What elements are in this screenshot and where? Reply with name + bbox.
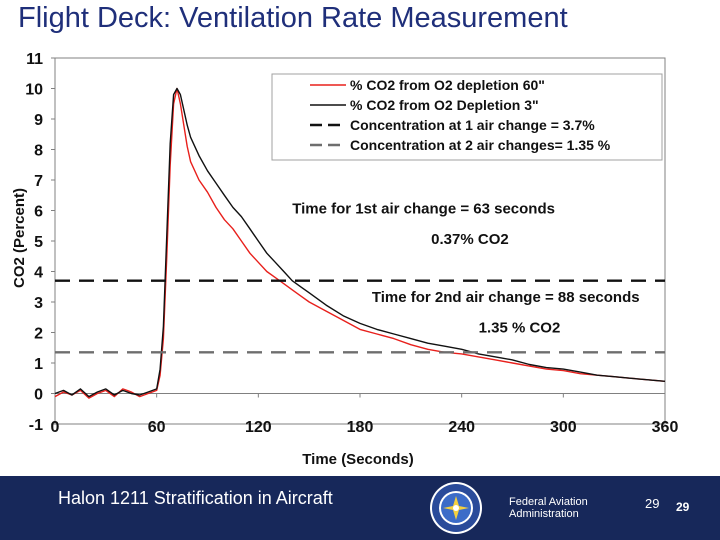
legend-label-2: % CO2 from O2 Depletion 3"	[350, 97, 539, 113]
x-tick-label: 240	[448, 419, 476, 436]
x-tick-label: 0	[50, 419, 60, 436]
page-number: 29	[676, 500, 690, 514]
y-axis-label: CO2 (Percent)	[11, 187, 28, 289]
annotation-3: Time for 2nd air change = 88 seconds	[371, 289, 640, 306]
y-tick-label: -1	[28, 417, 43, 434]
y-tick-label: 2	[34, 325, 43, 343]
y-tick-label: 1	[34, 356, 43, 373]
annotation-2: 0.37% CO2	[431, 231, 509, 249]
agency-name	[509, 496, 588, 520]
page-number-small: 29	[645, 496, 660, 511]
y-tick-label: 11	[26, 51, 43, 68]
y-tick-label: 4	[34, 264, 43, 282]
y-axis-ticks	[25, 51, 55, 434]
y-tick-label: 10	[25, 81, 43, 99]
y-tick-label: 5	[34, 234, 43, 251]
y-tick-label: 3	[34, 295, 43, 312]
chart-legend	[272, 74, 662, 160]
agency-line-1: Federal Aviation	[509, 496, 588, 508]
annotation-4: 1.35 % CO2	[478, 319, 561, 337]
x-tick-label: 60	[147, 419, 166, 436]
y-tick-label: 9	[34, 112, 43, 129]
y-tick-label: 7	[34, 173, 43, 190]
legend-label-3: Concentration at 1 air change = 3.7%	[350, 117, 595, 133]
slide-title: Flight Deck: Ventilation Rate Measurement	[18, 2, 568, 34]
annotation-1: Time for 1st air change = 63 seconds	[292, 200, 555, 218]
y-tick-label: 8	[34, 142, 43, 160]
y-tick-label: 6	[34, 203, 43, 221]
legend-label-4: Concentration at 2 air changes= 1.35 %	[350, 137, 611, 153]
y-tick-label: 0	[34, 386, 43, 404]
faa-seal-icon	[424, 480, 488, 536]
x-tick-label: 120	[244, 419, 272, 436]
x-tick-label: 180	[346, 419, 374, 436]
x-axis-label: Time (Seconds)	[302, 451, 414, 468]
agency-line-2: Administration	[509, 508, 579, 520]
ventilation-chart	[0, 42, 720, 476]
footer-bar	[0, 476, 720, 540]
footer-title: Halon 1211 Stratification in Aircraft	[58, 488, 333, 508]
legend-label-1: % CO2 from O2 depletion 60"	[350, 77, 545, 93]
x-tick-label: 300	[549, 419, 577, 436]
x-tick-label: 360	[651, 419, 679, 436]
